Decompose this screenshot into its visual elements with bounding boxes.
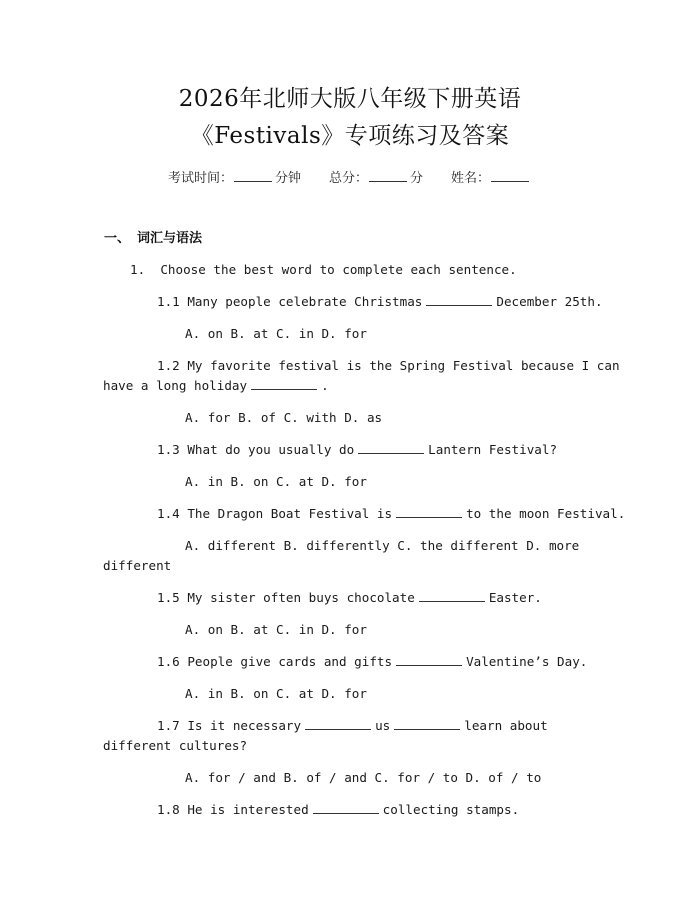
question-text: Is it necessary (187, 718, 302, 733)
question-number: 1.7 (157, 718, 180, 733)
question-text: December 25th. (496, 294, 603, 309)
answer-blank (419, 588, 485, 602)
total-score-unit: 分 (410, 171, 424, 186)
answer-blank (396, 504, 462, 518)
question-options: A. different B. differently C. the different D. more (185, 538, 580, 553)
answer-blank (251, 376, 317, 390)
total-score-label: 总分： (328, 171, 368, 186)
answer-blank (305, 716, 371, 730)
question-stem (157, 356, 620, 376)
question-options: A. for / and B. of / and C. for / to D. of / to (185, 770, 542, 785)
question-stem (157, 652, 587, 672)
question-text: Valentine’s Day. (466, 654, 588, 669)
question-options: A. for B. of C. with D. as (185, 410, 383, 425)
question-number: 1.2 (157, 358, 180, 373)
question-number: 1.5 (157, 590, 180, 605)
question-text: collecting stamps. (382, 802, 520, 817)
question-number: 1.4 (157, 506, 180, 521)
question-text: us (375, 718, 391, 733)
exam-time-unit: 分钟 (274, 171, 301, 186)
answer-blank (394, 716, 460, 730)
answer-blank (313, 800, 379, 814)
question-options-continued: different (103, 558, 172, 573)
question-text: What do you usually do (187, 442, 355, 457)
question-text: Lantern Festival? (428, 442, 558, 457)
question-stem (157, 716, 548, 736)
exam-info-row (0, 168, 700, 189)
question-stem (157, 800, 519, 820)
question-stem-continued (103, 376, 329, 396)
answer-blank (358, 440, 424, 454)
total-score-blank (369, 168, 407, 182)
question-text: learn about (464, 718, 548, 733)
question-stem (157, 588, 542, 608)
answer-blank (426, 292, 492, 306)
question-options: A. on B. at C. in D. for (185, 622, 367, 637)
question-options: A. on B. at C. in D. for (185, 326, 367, 341)
question-text: to the moon Festival. (466, 506, 626, 521)
question-stem-continued: different cultures? (103, 738, 248, 753)
exam-time-blank (234, 168, 272, 182)
question-text: Many people celebrate Christmas (187, 294, 423, 309)
document-title-line2: 《Festivals》专项练习及答案 (190, 123, 510, 149)
question-text: People give cards and gifts (187, 654, 393, 669)
section-number: 一、 (104, 231, 131, 246)
answer-blank (396, 652, 462, 666)
question-stem (157, 504, 625, 524)
question-text: Easter. (488, 590, 542, 605)
question-number: 1.6 (157, 654, 180, 669)
question-text: . (321, 378, 329, 393)
question-number: 1.3 (157, 442, 180, 457)
section-title: 词汇与语法 (137, 231, 203, 246)
task-instruction: Choose the best word to complete each sentence. (160, 262, 517, 277)
question-number: 1.8 (157, 802, 180, 817)
question-number: 1.1 (157, 294, 180, 309)
question-text: He is interested (187, 802, 309, 817)
question-options: A. in B. on C. at D. for (185, 474, 367, 489)
question-text: My sister often buys chocolate (187, 590, 415, 605)
name-blank (491, 168, 529, 182)
section-heading (104, 229, 202, 249)
question-stem (157, 292, 603, 312)
exam-time-label: 考试时间： (167, 171, 233, 186)
task-instruction-line (130, 260, 517, 280)
question-stem (157, 440, 557, 460)
question-text: The Dragon Boat Festival is (187, 506, 393, 521)
task-number: 1. (130, 262, 146, 277)
question-text: have a long holiday (103, 378, 248, 393)
question-options: A. in B. on C. at D. for (185, 686, 367, 701)
document-title-line1: 2026年北师大版八年级下册英语 (178, 86, 522, 112)
name-label: 姓名： (451, 171, 491, 186)
question-text: My favorite festival is the Spring Festival because I can (187, 358, 620, 373)
